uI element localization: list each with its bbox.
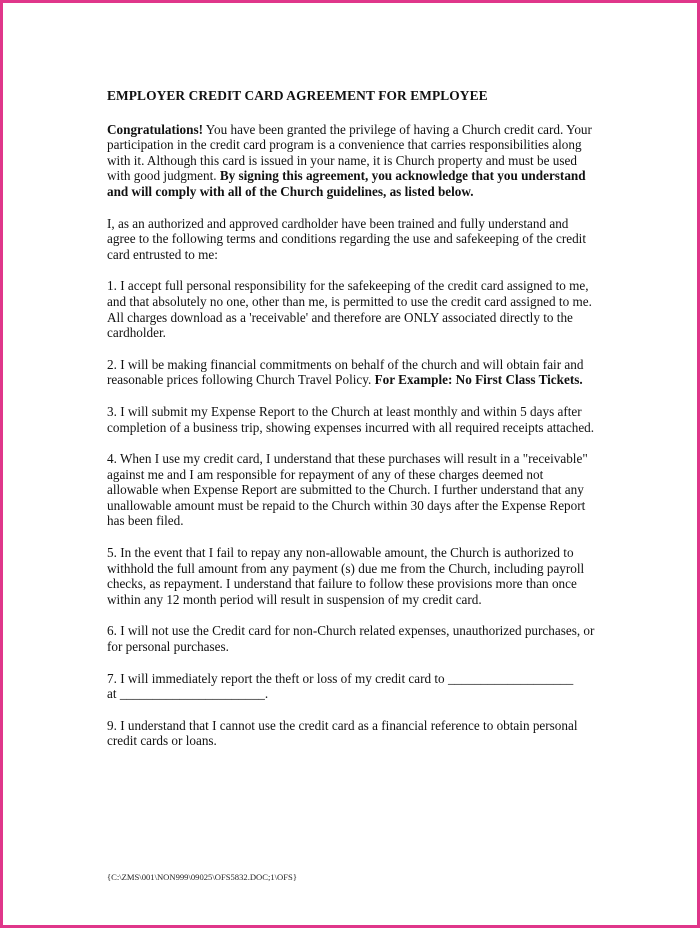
preamble-paragraph: I, as an authorized and approved cardholder have been trained and fully understand and agree to the following terms and conditions regarding the use and safekeeping of the credit card entrusted to me: (107, 215, 586, 262)
intro-emphasis: By signing this agreement, you acknowledge that you understand and will comply with all of the Church guidelines, as listed below. (107, 168, 586, 199)
clause-2-example: For Example: No First Class Tickets. (374, 372, 583, 388)
clause-4: 4. When I use my credit card, I understand that these purchases will result in a "receivable" against me and I am responsible for repayment of any of these charges deemed not allowable when Expense Report are submitted to the Church. I further understand that any unallowable amount must be repaid to the Church within 30 days after the Expense Report has been filed. (107, 451, 588, 529)
clause-5: 5. In the event that I fail to repay any non-allowable amount, the Church is authorized to withhold the full amount from any payment (s) due me from the Church, including payroll checks, as repayment. I understand that failure to follow these provisions more than once within any 12 month period will result in suspension of my credit card. (107, 545, 585, 607)
clause-7 (107, 671, 597, 702)
clause-7-line-1: 7. I will immediately report the theft or loss of my credit card to ___________________ (107, 670, 574, 686)
intro-paragraph (107, 122, 597, 200)
clause-1: 1. I accept full personal responsibility for the safekeeping of the credit card assigned to me, and that absolutely no one, other than me, is permitted to use the credit card assigned to me. All charges download as a 'receivable' and therefore are ONLY associated directly to the cardholder. (107, 278, 592, 341)
document-title: EMPLOYER CREDIT CARD AGREEMENT FOR EMPLOYEE (107, 88, 488, 103)
clause-9: 9. I understand that I cannot use the credit card as a financial reference to obtain personal credit cards or loans. (107, 717, 578, 749)
clause-6: 6. I will not use the Credit card for non-Church related expenses, unauthorized purchases, or for personal purchases. (107, 623, 595, 655)
document-body (107, 88, 597, 765)
clause-2 (107, 357, 597, 388)
clause-3: 3. I will submit my Expense Report to the Church at least monthly and within 5 days after completion of a business trip, showing expenses incurred with all required receipts attached. (107, 403, 595, 435)
clause-7-line-2: at ______________________. (107, 686, 269, 702)
file-path-footer: {C:\ZMS\001\NON999\09025\OFS5832.DOC;1\OFS} (107, 872, 297, 882)
intro-lead: Congratulations! (107, 121, 203, 137)
clause-2-text: 2. I will be making financial commitments on behalf of the church and will obtain fair and reasonable prices following Church Travel Policy. (107, 356, 584, 388)
intro-text: You have been granted the privilege of having a Church credit card. Your participation in the credit card program is a convenience that carries responsibilities along with it. Although this card is issued in your name, it is Church property and must be used with good judgment. (107, 121, 592, 184)
